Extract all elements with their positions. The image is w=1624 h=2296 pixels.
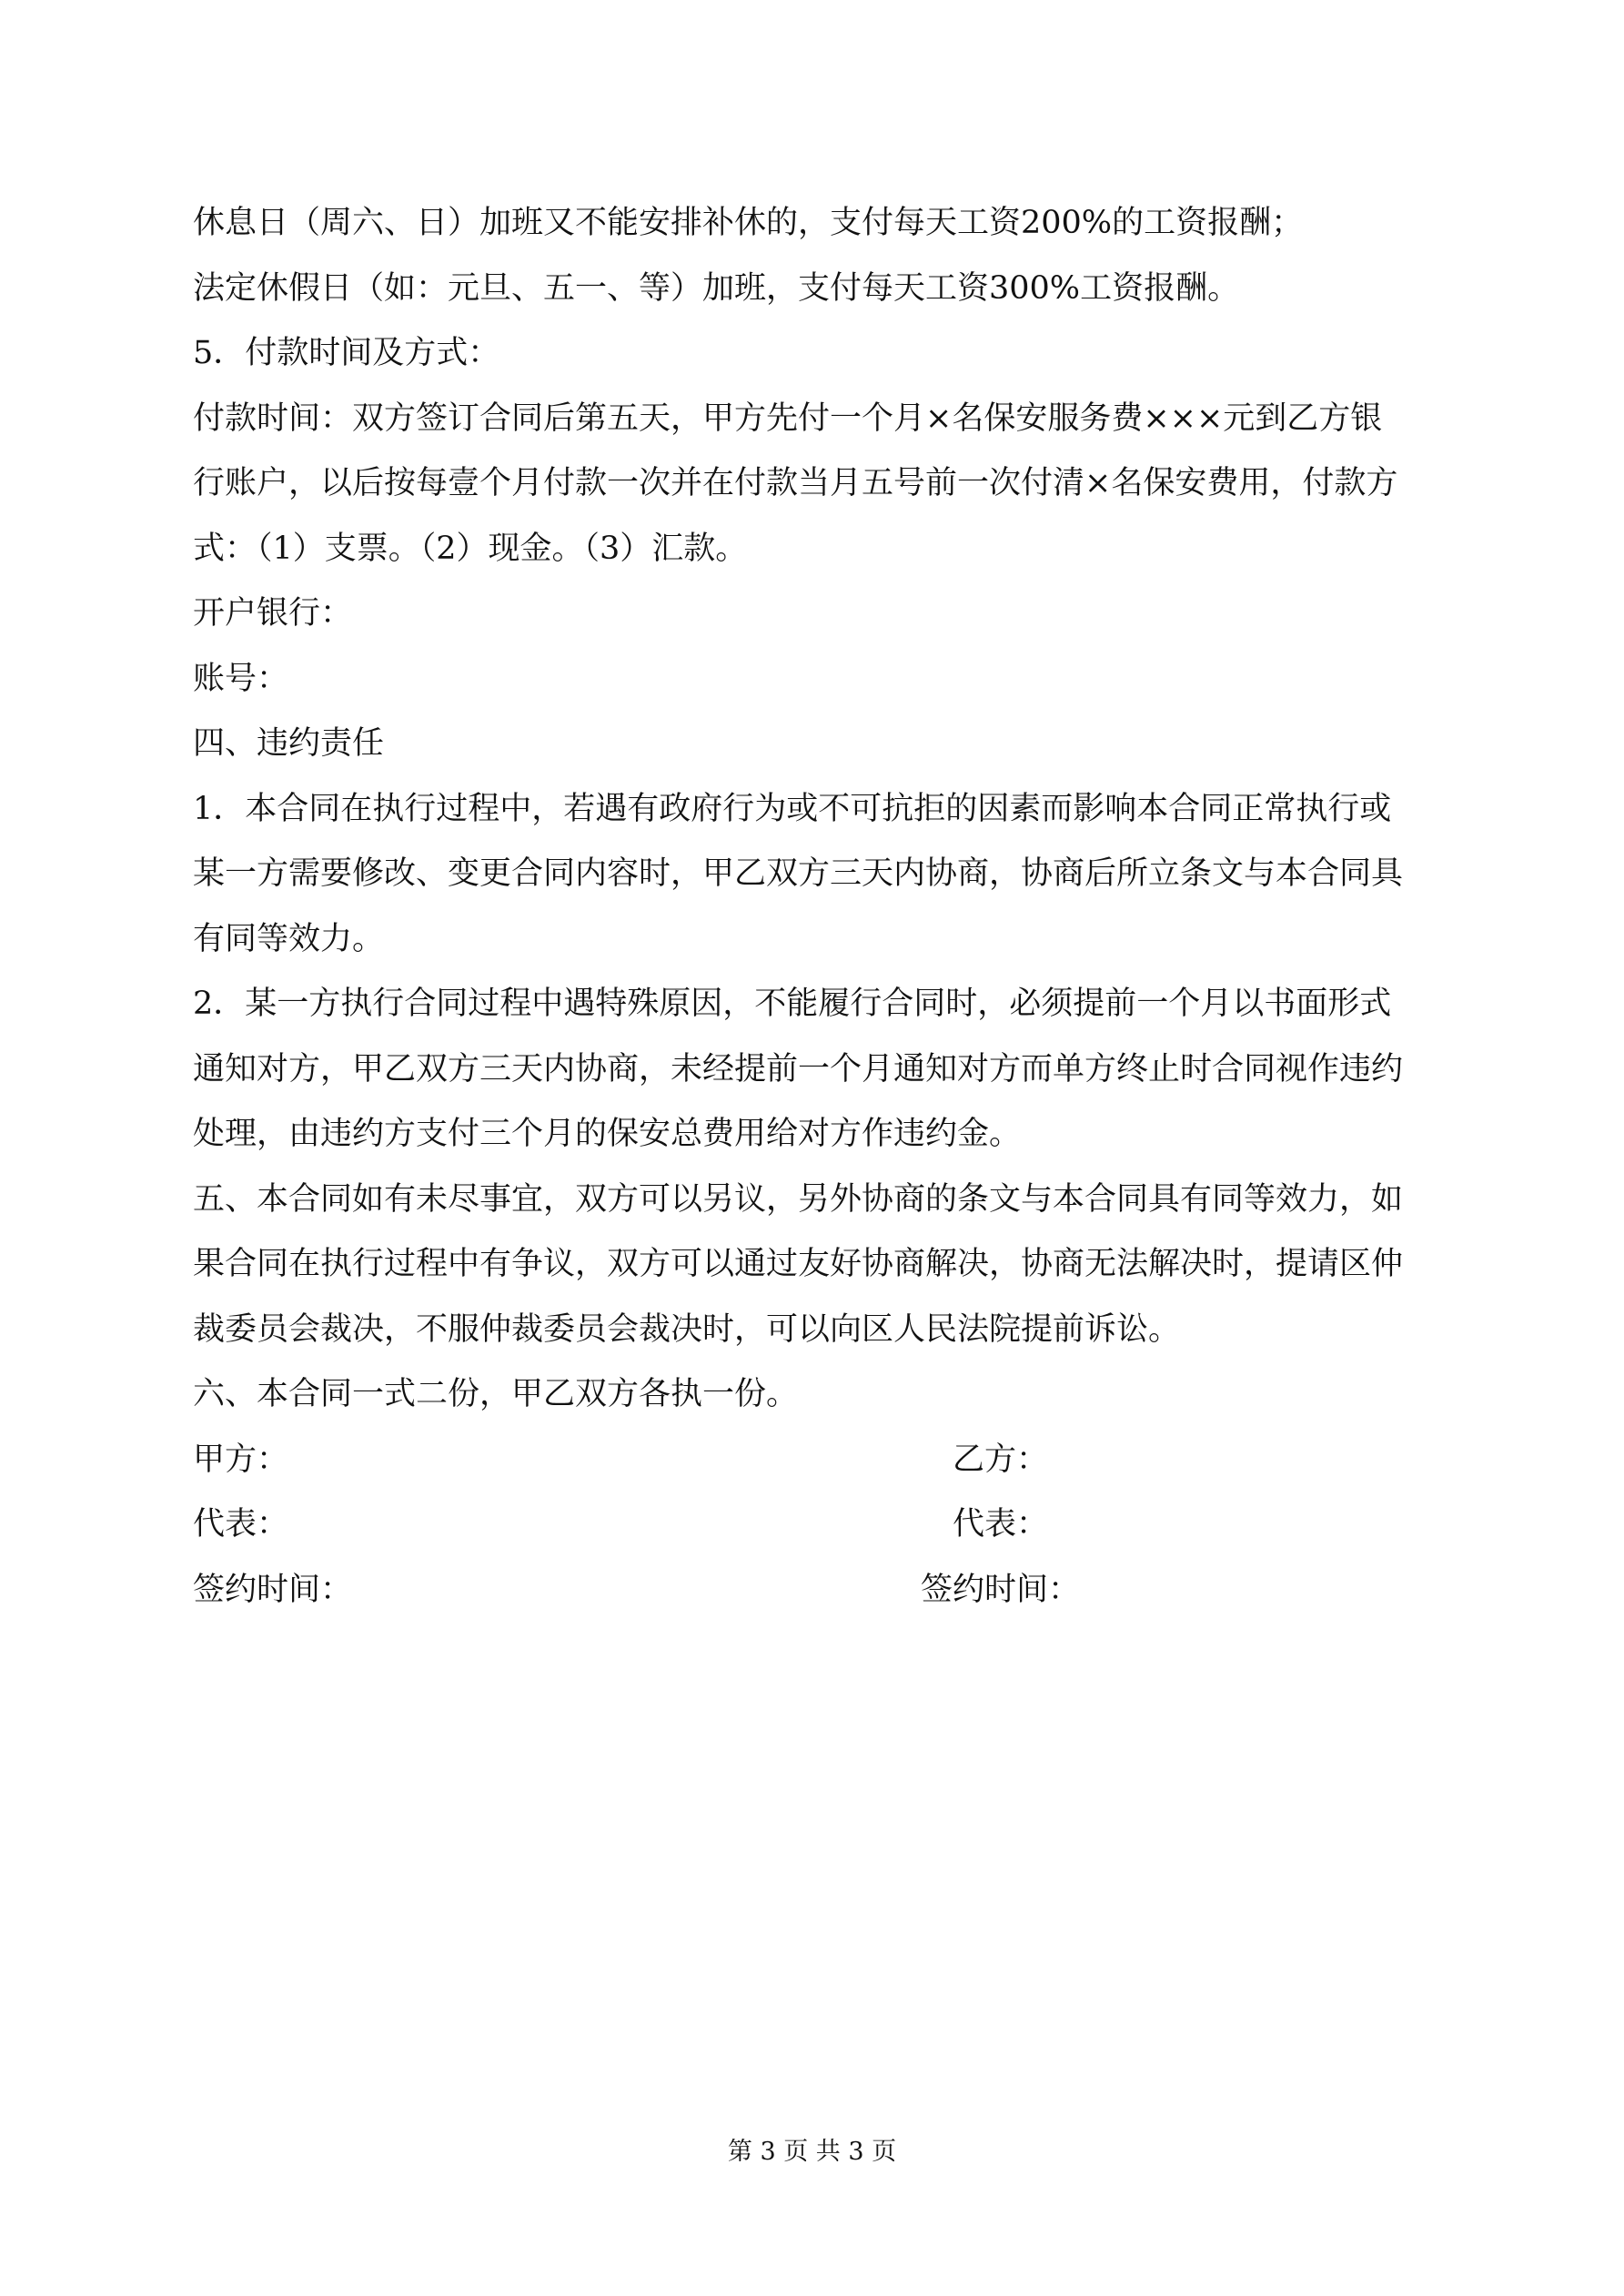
page-footer xyxy=(0,2134,1624,2170)
signature-row-representative xyxy=(193,1492,1437,1558)
text-line: 果合同在执行过程中有争议，双方可以通过友好协商解决，协商无法解决时，提请区仲 xyxy=(193,1246,1404,1282)
text-line: 付款时间：双方签订合同后第五天，甲方先付一个月×名保安服务费×××元到乙方银 xyxy=(193,400,1383,437)
signature-row-party xyxy=(193,1428,1437,1493)
text-line: 1．本合同在执行过程中，若遇有政府行为或不可抗拒的因素而影响本合同正常执行或 xyxy=(193,790,1392,827)
representative-b-label: 代表： xyxy=(953,1506,1049,1542)
representative-a-label: 代表： xyxy=(193,1506,289,1542)
party-a-label: 甲方： xyxy=(193,1441,289,1478)
text-line: 处理，由违约方支付三个月的保安总费用给对方作违约金。 xyxy=(193,1116,1022,1152)
text-line: 2．某一方执行合同过程中遇特殊原因，不能履行合同时，必须提前一个月以书面形式 xyxy=(193,986,1392,1022)
account-number-label: 账号： xyxy=(193,660,289,697)
text-line: 六、本合同一式二份，甲乙双方各执一份。 xyxy=(193,1376,799,1412)
text-line: 通知对方，甲乙双方三天内协商，未经提前一个月通知对方而单方终止时合同视作违约 xyxy=(193,1050,1404,1087)
text-line: 五、本合同如有未尽事宜，双方可以另议，另外协商的条文与本合同具有同等效力，如 xyxy=(193,1180,1404,1218)
text-line: 休息日（周六、日）加班又不能安排补休的，支付每天工资200%的工资报酬； xyxy=(193,205,1304,241)
text-line: 法定休假日（如：元旦、五一、等）加班，支付每天工资300%工资报酬。 xyxy=(193,269,1240,307)
text-line: 裁委员会裁决，不服仲裁委员会裁决时，可以向区人民法院提前诉讼。 xyxy=(193,1310,1181,1348)
page-number: 第 3 页 共 3 页 xyxy=(727,2138,897,2166)
sign-date-b-label: 签约时间： xyxy=(921,1571,1081,1608)
document-body xyxy=(193,191,1437,1623)
text-line: 某一方需要修改、变更合同内容时，甲乙双方三天内协商，协商后所立条文与本合同具 xyxy=(193,855,1404,892)
text-line: 式：（1）支票。（2）现金。（3）汇款。 xyxy=(193,530,748,567)
section-heading: 5．付款时间及方式： xyxy=(193,335,500,371)
text-line: 行账户，以后按每壹个月付款一次并在付款当月五号前一次付清×名保安费用，付款方 xyxy=(193,465,1398,501)
text-line: 有同等效力。 xyxy=(193,920,385,957)
section-heading: 四、违约责任 xyxy=(193,725,385,762)
sign-date-a-label: 签约时间： xyxy=(193,1571,353,1608)
signature-row-date xyxy=(193,1558,1437,1623)
bank-name-label: 开户银行： xyxy=(193,595,353,632)
party-b-label: 乙方： xyxy=(953,1441,1049,1478)
